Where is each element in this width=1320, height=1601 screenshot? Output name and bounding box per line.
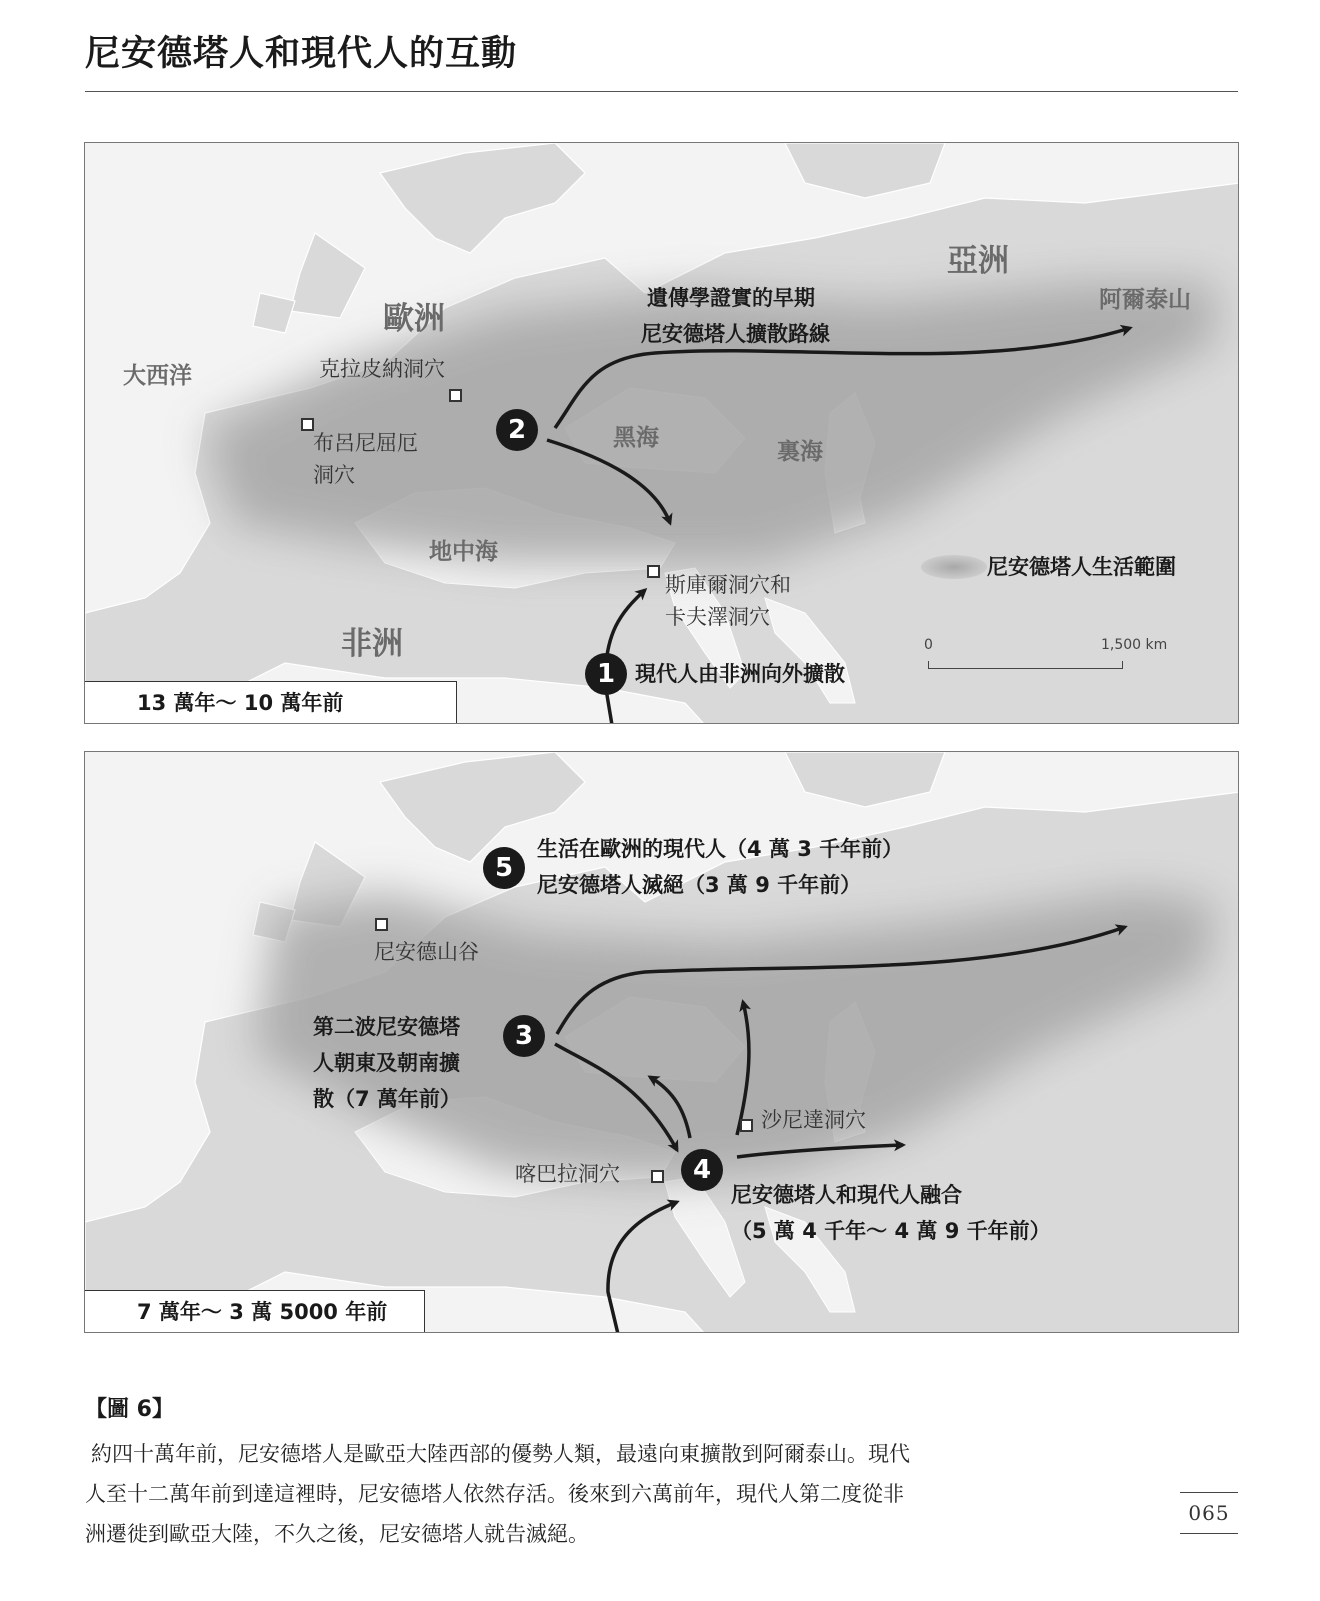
badge-4: 4 [681,1149,723,1191]
note-europe-2: 尼安德塔人滅絕（3 萬 9 千年前） [537,873,862,897]
figure-label: 【圖 6】 [85,1397,174,1422]
label-europe: 歐洲 [383,301,445,337]
map-panel-late [84,751,1239,1333]
caption-line: 洲遷徙到歐亞大陸，不久之後，尼安德塔人就告滅絕。 [85,1522,589,1546]
note-merge-1: 尼安德塔人和現代人融合 [731,1183,962,1207]
caption-line: 約四十萬年前，尼安德塔人是歐亞大陸西部的優勢人類，最遠向東擴散到阿爾泰山。現代 [91,1442,910,1466]
label-skhul-2: 卡夫澤洞穴 [665,605,770,629]
label-altai: 阿爾泰山 [1099,287,1191,313]
note-merge-2: （5 萬 4 千年～ 4 萬 9 千年前） [731,1219,1051,1243]
caption-line: 人至十二萬年前到達這裡時，尼安德塔人依然存活。後來到六萬前年，現代人第二度從非 [85,1482,904,1506]
title-divider [85,91,1238,92]
label-mediterranean: 地中海 [429,539,498,565]
site-marker-neander [375,918,388,931]
badge-2: 2 [496,409,538,451]
map-panel-early [84,142,1239,724]
label-bruniquel-1: 布呂尼屈厄 [313,431,418,455]
badge-3: 3 [503,1015,545,1057]
page-number: 065 [1180,1492,1238,1534]
label-africa: 非洲 [341,626,403,662]
label-caspian-sea: 裏海 [777,439,823,465]
label-asia: 亞洲 [947,243,1009,279]
label-shanidar: 沙尼達洞穴 [761,1108,866,1132]
scale-bar [928,661,1123,669]
map-early-graphic [85,143,1239,724]
era-label-late: 7 萬年～ 3 萬 5000 年前 [85,1290,425,1332]
legend-label: 尼安德塔人生活範圍 [987,555,1176,579]
site-marker-shanidar [740,1119,753,1132]
label-kebara: 喀巴拉洞穴 [515,1162,620,1186]
scale-max: 1,500 km [1101,637,1168,653]
site-marker-skhul [647,565,660,578]
legend-swatch [921,555,987,579]
note-wave-1: 第二波尼安德塔 [313,1015,460,1039]
site-marker-kebara [651,1170,664,1183]
note-wave-3: 散（7 萬年前） [313,1087,461,1111]
scale-zero: 0 [924,637,933,653]
label-black-sea: 黑海 [613,425,659,451]
badge-5: 5 [483,847,525,889]
note-route-2: 尼安德塔人擴散路線 [641,322,830,346]
note-modern-out: 現代人由非洲向外擴散 [635,662,845,686]
page-title: 尼安德塔人和現代人的互動 [85,34,518,74]
note-europe-1: 生活在歐洲的現代人（4 萬 3 千年前） [537,837,904,861]
note-route-1: 遺傳學證實的早期 [647,286,815,310]
figure-caption [85,1434,1065,1554]
note-wave-2: 人朝東及朝南擴 [313,1051,460,1075]
label-skhul-1: 斯庫爾洞穴和 [665,573,791,597]
label-neander: 尼安德山谷 [374,940,479,964]
label-krapina: 克拉皮納洞穴 [319,357,445,381]
site-marker-krapina [449,389,462,402]
label-atlantic: 大西洋 [123,363,192,389]
badge-1: 1 [585,653,627,695]
label-bruniquel-2: 洞穴 [313,463,355,487]
era-label-early: 13 萬年～ 10 萬年前 [85,681,457,723]
